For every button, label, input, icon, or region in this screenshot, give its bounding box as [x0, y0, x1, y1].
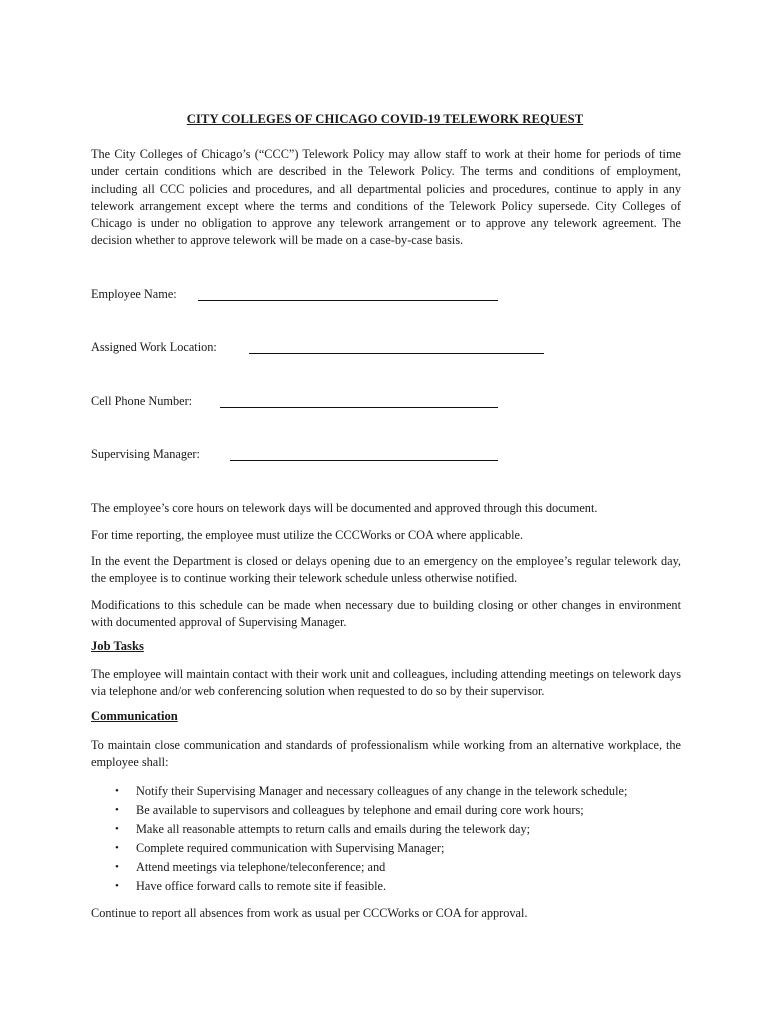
job-tasks-heading: Job Tasks [91, 639, 144, 653]
supervising-manager-label: Supervising Manager: [91, 447, 200, 461]
modifications-paragraph: Modifications to this schedule can be made when necessary due to building closing or other changes in environment with documented approval of Supervising Manager. [91, 598, 681, 630]
employee-name-label: Employee Name: [91, 287, 177, 301]
list-item: • Be available to supervisors and colleagues by telephone and email during core work hours; [91, 801, 691, 820]
bullet-icon: • [115, 822, 119, 835]
communication-bullet-list [91, 782, 691, 895]
document-title: CITY COLLEGES OF CHICAGO COVID-19 TELEWORK REQUEST [186, 112, 584, 126]
closure-paragraph: In the event the Department is closed or delays opening due to an emergency on the employee’s regular telework day, the employee is to continue working their telework schedule unless otherwise notified. [91, 554, 681, 586]
communication-paragraph: To maintain close communication and standards of professionalism while working from an alternative workplace, the employee shall: [91, 738, 681, 770]
list-item: • Notify their Supervising Manager and necessary colleagues of any change in the telework schedule; [91, 782, 691, 801]
list-item: • Have office forward calls to remote site if feasible. [91, 877, 691, 896]
employee-name-field[interactable] [198, 300, 498, 301]
intro-paragraph: The City Colleges of Chicago’s (“CCC”) Telework Policy may allow staff to work at their home for periods of time under certain conditions which are described in the Telework Policy. The terms and conditions of employment, including all CCC policies and procedures, and all departmental policies and procedures, continue to apply in any telework arrangement except where the terms and conditions of the Telework Policy supersede. City Colleges of Chicago is under no obligation to approve any telework arrangement or to approve any telework agreement. The decision whether to approve telework will be made on a case-by-case basis. [91, 147, 681, 248]
cell-phone-field[interactable] [220, 407, 498, 408]
absences-paragraph: Continue to report all absences from work as usual per CCCWorks or COA for approval. [91, 906, 528, 920]
supervising-manager-field[interactable] [230, 460, 498, 461]
list-item: • Attend meetings via telephone/teleconference; and [91, 858, 691, 877]
work-location-label: Assigned Work Location: [91, 340, 217, 354]
work-location-field[interactable] [249, 353, 544, 354]
bullet-icon: • [115, 841, 119, 854]
list-item: • Complete required communication with Supervising Manager; [91, 839, 691, 858]
job-tasks-paragraph: The employee will maintain contact with their work unit and colleagues, including attending meetings on telework days via telephone and/or web conferencing solution when requested to do so by their supervisor. [91, 667, 681, 699]
communication-heading: Communication [91, 709, 178, 723]
core-hours-paragraph: The employee’s core hours on telework days will be documented and approved through this document. [91, 501, 598, 515]
list-item: • Make all reasonable attempts to return calls and emails during the telework day; [91, 820, 691, 839]
time-reporting-paragraph: For time reporting, the employee must utilize the CCCWorks or COA where applicable. [91, 528, 524, 542]
bullet-icon: • [115, 803, 119, 816]
bullet-icon: • [115, 785, 119, 797]
bullet-icon: • [115, 879, 119, 892]
bullet-icon: • [115, 860, 119, 873]
cell-phone-label: Cell Phone Number: [91, 394, 193, 408]
